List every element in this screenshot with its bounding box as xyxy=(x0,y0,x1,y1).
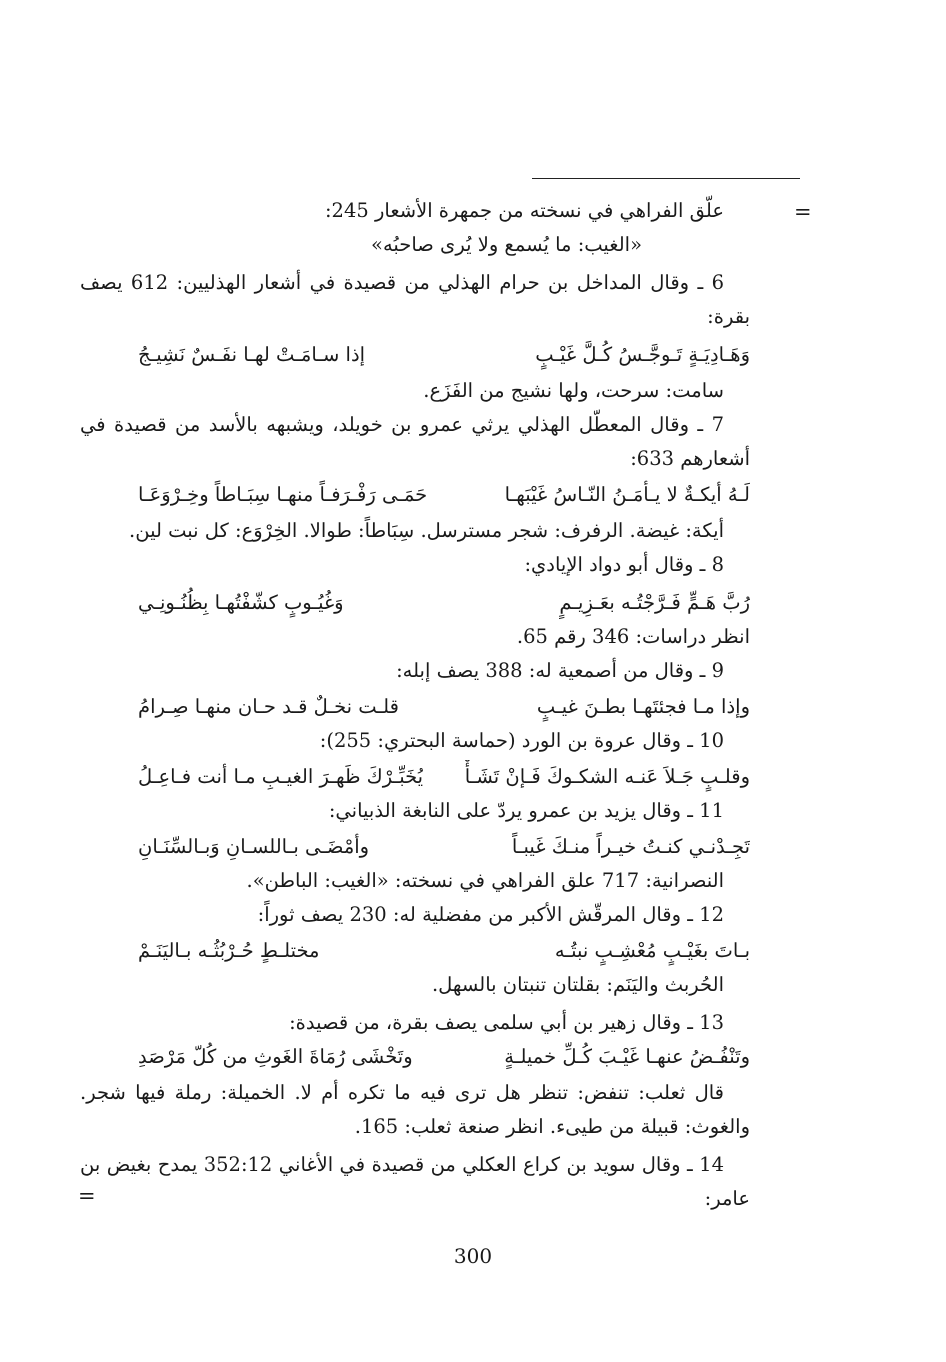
verse-second-hemistich: وتَخْشَى رُمَاةَ الغَوثِ من كُلّ مَرْصَدِ xyxy=(138,1045,413,1068)
text-line: 13 ـ وقال زهير بن أبي سلمى يصف بقرة، من قصيدة: xyxy=(289,1011,724,1034)
verse-first-hemistich: لَـهُ أيكـةٌ لا يـأمَـنُ النّـاسُ غَيْبَهـا xyxy=(504,483,750,506)
verse-first-hemistich: وإذا مـا فجئتَهـا بطـنَ غيـبٍ xyxy=(536,695,750,718)
text-line: 8 ـ وقال أبو دواد الإيادي: xyxy=(524,553,724,576)
verse-second-hemistich: حَمَـى رَفْـرَفـاً منهـا سِبَـاطاً وخِـرْوَعَـا xyxy=(138,483,428,506)
text-line: النصرانية: 717 علق الفراهي في نسخته: «الغيب: الباطن». xyxy=(246,869,724,892)
text-line: «الغيب: ما يُسمع ولا يُرى صاحبُه» xyxy=(371,233,642,256)
verse-second-hemistich: مختلـطٍ حُـرْبُثُـه بـاليَنَـمْ xyxy=(138,939,320,962)
gloss-line: أيكة: غيضة. الرفرف: شجر مسترسل. سِبَاطاً: طوالا. الخِرْوَع: كل نبت لين. xyxy=(129,519,724,542)
footnote-separator-rule xyxy=(532,178,800,179)
verse-first-hemistich: تَجِـدْنـي كنـتُ خيـراً منـكَ غَيبـاً xyxy=(511,835,750,858)
verse-line xyxy=(138,478,750,512)
verse-first-hemistich: وتَنْفُـضُ عنهـا غَيْـبَ كُـلِّ خميلـةٍ xyxy=(504,1045,750,1068)
verse-first-hemistich: بـاتَ بغَيْـبٍ مُعْشِـبٍ نبتُـه xyxy=(554,939,750,962)
text-line: 9 ـ وقال من أصمعية له: 388 يصف إبله: xyxy=(396,659,724,682)
verse-line xyxy=(138,934,750,968)
text-line: 11 ـ وقال يزيد بن عمرو يردّ على النابغة الذبياني: xyxy=(328,799,724,822)
gloss-line: الحُربث واليَنَم: بقلتان تنبتان بالسهل. xyxy=(431,973,724,996)
text-line: بقرة: xyxy=(707,305,750,328)
verse-line xyxy=(138,690,750,724)
verse-line xyxy=(138,830,750,864)
continuation-mark-top: = xyxy=(794,200,812,224)
verse-line xyxy=(138,338,750,372)
gloss-line: سامت: سرحت، ولها نشيج من الفَزَع. xyxy=(423,379,724,402)
page-number: 300 xyxy=(453,1244,493,1268)
verse-line xyxy=(138,1040,750,1074)
verse-line xyxy=(138,586,750,620)
text-line: 7 ـ وقال المعطّل الهذلي يرثي عمرو بن خويلد، ويشبهه بالأسد من قصيدة في xyxy=(80,413,724,436)
verse-second-hemistich: إذا سـامَـتْ لهـا نفَـسٌ نَشِيـجُ xyxy=(138,343,366,366)
text-line: علّق الفراهي في نسخته من جمهرة الأشعار 245: xyxy=(324,199,724,222)
text-line: انظر دراسات: 346 رقم 65. xyxy=(516,625,750,648)
gloss-line: والغوث: قبيلة من طيىء. انظر صنعة ثعلب: 165. xyxy=(354,1115,750,1138)
verse-second-hemistich: قلـت نخـلٌ قـد حـان منهـا صِـرامُ xyxy=(138,695,399,718)
verse-line xyxy=(138,760,750,794)
text-line: 14 ـ وقال سويد بن كراع العكلي من قصيدة في الأغاني 352:12 يمدح بغيض بن xyxy=(80,1153,724,1176)
verse-second-hemistich: وأمْضَـى بـاللسـانِ وَبـالسِّنَـانِ xyxy=(138,835,370,858)
text-line: أشعارهم 633: xyxy=(630,447,750,470)
gloss-line: قال ثعلب: تنفض: تنظر هل ترى فيه ما تكره أم لا. الخميلة: رملة فيها شجر. xyxy=(80,1081,724,1104)
verse-second-hemistich: وَغُيُـوبٍ كشّفْتُهـا بِظُنُـونِـي xyxy=(138,591,344,614)
text-line: 12 ـ وقال المرقّش الأكبر من مفضلية له: 230 يصف ثوراً: xyxy=(257,903,724,926)
verse-first-hemistich: وَهَـادِيَـةٍ تَـوجَّـسُ كُـلَّ غَيْـبٍ xyxy=(535,343,750,366)
verse-first-hemistich: رُبَّ هَـمٍّ فَـرَّجْتُـه بعَـزِيـمٍ xyxy=(559,591,750,614)
verse-second-hemistich: يُخَبِّـرْكَ ظَهـرَ الغيـبِ مـا أنت فـاعِـلُ xyxy=(138,765,424,788)
verse-first-hemistich: وقلـبٍ جَـلاَ عَنـه الشكـوكَ فَـإنْ تَشَـأْ xyxy=(464,765,750,788)
text-line: 10 ـ وقال عروة بن الورد (حماسة البحتري: 255): xyxy=(319,729,724,752)
text-line: عامر: xyxy=(704,1187,750,1210)
continuation-mark-bottom: = xyxy=(78,1184,96,1208)
text-line: 6 ـ وقال المداخل بن حرام الهذلي من قصيدة في أشعار الهذليين: 612 يصف xyxy=(80,271,724,294)
